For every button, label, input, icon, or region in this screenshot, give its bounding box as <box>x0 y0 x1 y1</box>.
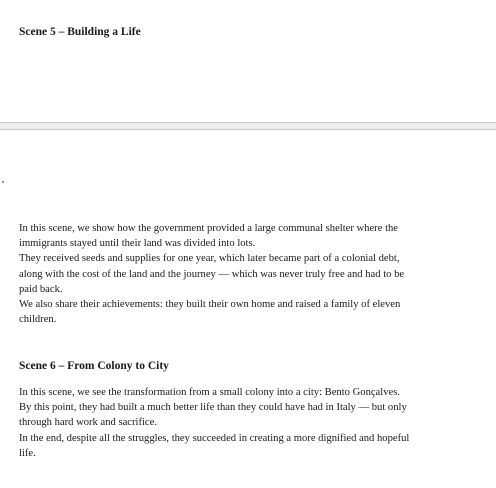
scene-6-body <box>19 385 479 461</box>
scene-6-line: In this scene, we see the transformation from a small colony into a city: Bento Gonçalves. <box>19 387 400 398</box>
scene-5-line: We also share their achievements: they built their own home and raised a family of eleven <box>19 299 401 311</box>
page-break <box>0 122 496 130</box>
scene-6-line: In the end, despite all the struggles, they succeeded in creating a more dignified and hopeful <box>19 432 410 444</box>
scene-5-body <box>19 221 479 327</box>
scene-5-heading: Scene 5 – Building a Life <box>19 26 141 38</box>
scene-5-line: paid back. <box>19 283 63 295</box>
scene-6-line: through hard work and sacrifice. <box>19 417 157 429</box>
scene-5-line: They received seeds and supplies for one year, which later became part of a colonial debt, <box>19 253 400 265</box>
scene-5-line: children. <box>19 314 57 326</box>
scene-6-heading: Scene 6 – From Colony to City <box>19 360 169 372</box>
scene-6-line: By this point, they had built a much better life than they could have had in Italy — but only <box>19 402 407 414</box>
scene-5-line: In this scene, we show how the government provided a large communal shelter where the <box>19 223 399 234</box>
text-cursor-marker <box>2 181 4 183</box>
scene-6-line: life. <box>19 447 36 459</box>
scene-5-line: immigrants stayed until their land was divided into lots. <box>19 238 256 250</box>
document-page-upper <box>0 0 496 122</box>
scene-5-line: along with the cost of the land and the journey — which was never truly free and had to be <box>19 268 405 280</box>
